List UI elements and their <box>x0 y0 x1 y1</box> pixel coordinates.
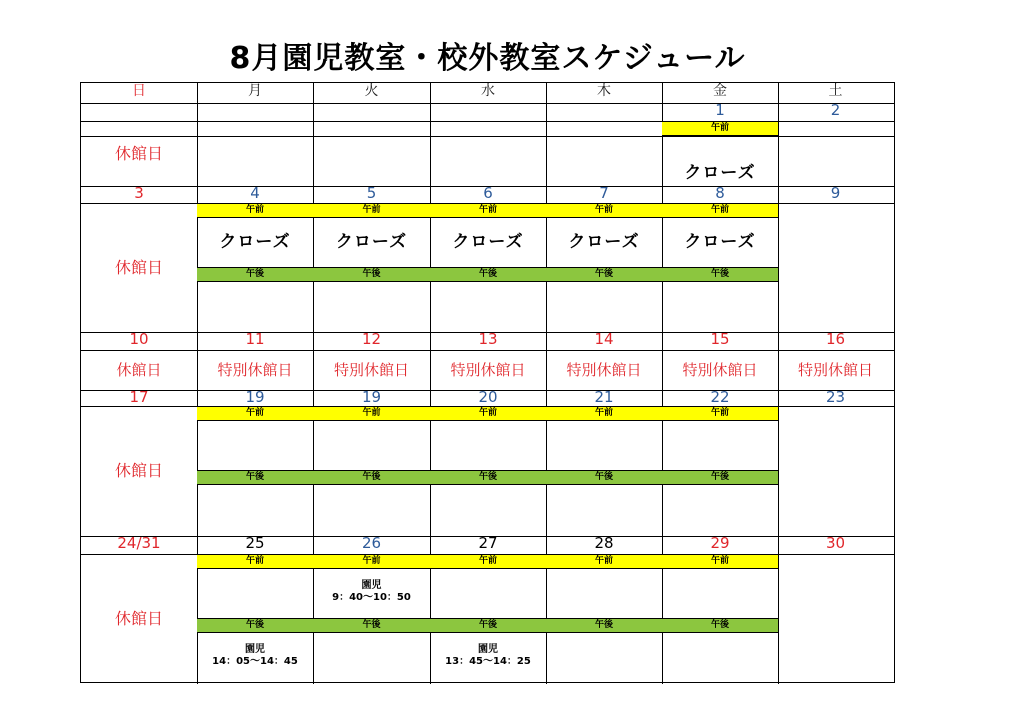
date-number: 30 <box>825 536 846 552</box>
date-number: 1 <box>715 103 725 119</box>
pm-bar: 午後 <box>197 470 313 485</box>
am-bar: 午前 <box>313 554 430 569</box>
am-bar: 午前 <box>662 121 778 136</box>
closure-label: クローズ <box>568 232 640 252</box>
weekday-header-0: 日 <box>132 83 146 99</box>
pm-bar: 午後 <box>662 267 778 282</box>
date-number: 27 <box>478 536 498 552</box>
date-number: 17 <box>129 390 149 406</box>
pm-bar: 午後 <box>430 470 546 485</box>
pm-bar: 午後 <box>662 618 778 633</box>
am-bar: 午前 <box>662 406 778 421</box>
special-closed-label: 特別休館日 <box>797 361 873 379</box>
closure-label: クローズ <box>335 232 408 252</box>
week1-inner-divider <box>81 136 894 137</box>
date-number: 14 <box>594 332 614 348</box>
weekday-header-2: 火 <box>364 83 379 99</box>
am-bar: 午前 <box>662 203 778 218</box>
special-closed-label: 特別休館日 <box>217 361 293 379</box>
date-number: 29 <box>710 536 730 552</box>
wednesday-27-pm-session-time: 13：45〜14：25 <box>445 656 531 667</box>
weekday-header-5: 金 <box>713 83 727 99</box>
pm-bar: 午後 <box>430 618 546 633</box>
date-number: 19 <box>361 390 382 406</box>
weekday-header-4: 木 <box>597 83 611 99</box>
date-number: 28 <box>594 536 614 552</box>
date-number: 3 <box>134 186 144 202</box>
am-bar: 午前 <box>546 406 662 421</box>
sunday-closed-label: 休館日 <box>114 258 163 277</box>
special-closed-label: 特別休館日 <box>566 361 642 379</box>
pm-bar: 午後 <box>546 618 662 633</box>
weekday-header-6: 土 <box>828 83 843 99</box>
am-bar: 午前 <box>313 406 430 421</box>
date-number: 9 <box>830 186 841 202</box>
date-number: 7 <box>599 186 609 202</box>
date-number: 22 <box>710 390 730 406</box>
special-closed-label: 特別休館日 <box>333 361 409 379</box>
date-number: 15 <box>710 332 730 348</box>
monday-25-pm-session-name: 園児 <box>245 644 265 655</box>
date-number: 24/31 <box>117 536 161 552</box>
monday-25-pm-session-time: 14：05〜14：45 <box>212 656 298 667</box>
pm-bar: 午後 <box>313 267 430 282</box>
closure-label: クローズ <box>684 163 756 183</box>
am-bar: 午前 <box>197 406 313 421</box>
sunday-closed-label: 休館日 <box>114 144 163 163</box>
pm-bar: 午後 <box>313 618 430 633</box>
date-number: 5 <box>366 186 377 202</box>
am-bar: 午前 <box>662 554 778 569</box>
pm-bar: 午後 <box>197 618 313 633</box>
date-number: 23 <box>825 390 846 406</box>
am-bar: 午前 <box>197 203 313 218</box>
date-number: 13 <box>478 332 498 348</box>
date-number: 16 <box>825 332 846 348</box>
date-number: 25 <box>245 536 265 552</box>
sunday-closed-label: 休館日 <box>114 609 163 628</box>
weekday-header-3: 水 <box>481 83 495 99</box>
pm-bar: 午後 <box>430 267 546 282</box>
date-number: 6 <box>483 186 493 202</box>
page-title: 8月園児教室・校外教室スケジュール <box>229 41 746 76</box>
weekday-header-1: 月 <box>248 83 262 99</box>
date-number: 26 <box>361 536 382 552</box>
date-number: 8 <box>715 186 725 202</box>
tuesday-26-am-session-time: 9：40〜10：50 <box>332 592 411 603</box>
date-number: 20 <box>478 390 498 406</box>
am-bar: 午前 <box>430 406 546 421</box>
pm-bar: 午後 <box>662 470 778 485</box>
date-number: 12 <box>361 332 382 348</box>
pm-bar: 午後 <box>197 267 313 282</box>
closure-label: クローズ <box>452 232 524 252</box>
special-closed-label: 特別休館日 <box>682 361 758 379</box>
tuesday-26-am-session-name: 園児 <box>361 580 382 591</box>
closure-label: クローズ <box>684 232 756 252</box>
date-number: 2 <box>830 103 841 119</box>
am-bar: 午前 <box>546 554 662 569</box>
pm-bar: 午後 <box>546 267 662 282</box>
schedule-calendar <box>80 82 895 683</box>
date-number: 11 <box>245 332 265 348</box>
special-closed-label: 特別休館日 <box>450 361 526 379</box>
date-number: 10 <box>129 332 149 348</box>
sunday-closed-label: 休館日 <box>114 461 163 480</box>
closure-label: クローズ <box>219 232 291 252</box>
wednesday-27-pm-session-name: 園児 <box>478 644 498 655</box>
am-bar: 午前 <box>430 203 546 218</box>
date-number: 21 <box>594 390 614 406</box>
am-bar: 午前 <box>197 554 313 569</box>
sunday-closed-label: 休館日 <box>116 361 162 379</box>
date-number: 4 <box>250 186 260 202</box>
pm-bar: 午後 <box>546 470 662 485</box>
pm-bar: 午後 <box>313 470 430 485</box>
am-bar: 午前 <box>430 554 546 569</box>
date-number: 19 <box>245 390 265 406</box>
am-bar: 午前 <box>546 203 662 218</box>
am-bar: 午前 <box>313 203 430 218</box>
